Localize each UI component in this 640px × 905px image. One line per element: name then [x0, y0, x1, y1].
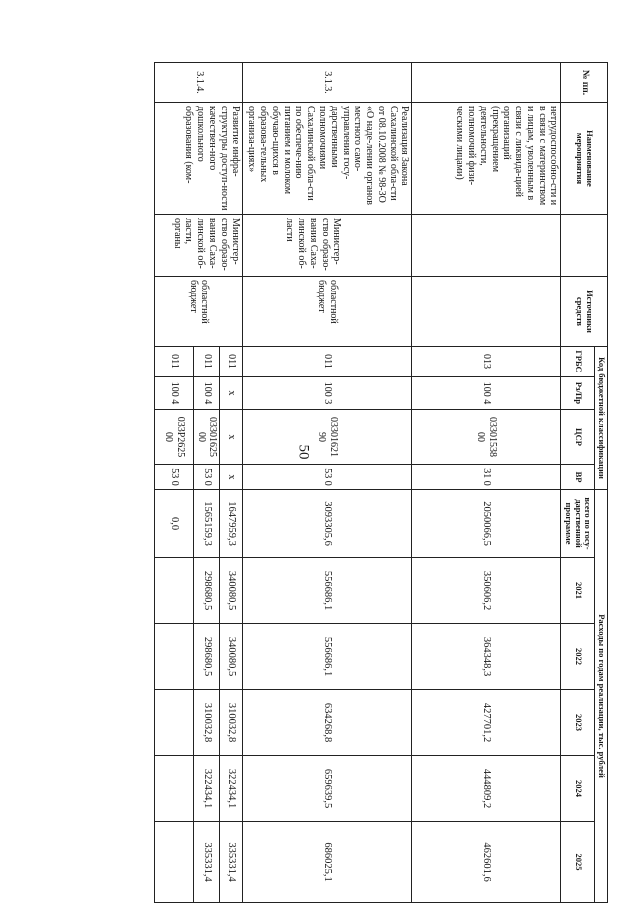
row-name: нетрудоспособно-сти и в связи с материнством и лицам, уволенным в связи с ликвида-цией организаций (прекращением деятельности, полномочий физи-ческими лицами) — [412, 103, 561, 215]
header-total: всего по госу-дарственной программе — [561, 490, 595, 558]
header-expenses: Расходы по годам реализации, тыс. рублей — [595, 490, 608, 903]
row-2025: 335331,4 — [220, 822, 243, 903]
row-vr: x — [220, 465, 243, 490]
row-executor: Министер-ство образо-вания Саха-линской об-ласти, органы — [154, 215, 243, 277]
row-executor — [243, 215, 412, 277]
header-executor — [561, 215, 608, 277]
row-total: 1647959,3 — [220, 490, 243, 558]
row-2023: 310032,8 — [193, 690, 220, 756]
row-2021: 556686,1 — [243, 558, 412, 624]
row-name: Развитие инфра-структуры доступ-ности качествен-ного дошкольного образования (ком- — [154, 103, 243, 215]
header-grbs: ГРБС — [561, 347, 595, 377]
row-source: областной бюджет — [243, 277, 412, 347]
row-rzpr: 100 3 — [243, 377, 412, 410]
row-2021 — [154, 558, 193, 624]
row-2021: 340080,5 — [220, 558, 243, 624]
header-rzpr: Рз/Пр — [561, 377, 595, 410]
row-2021: 298680,5 — [193, 558, 220, 624]
row-rzpr: x — [220, 377, 243, 410]
row-grbs: 011 — [220, 347, 243, 377]
row-2025: 335331,4 — [193, 822, 220, 903]
row-executor — [412, 215, 561, 277]
row-vr: 31 0 — [412, 465, 561, 490]
row-vr: 53 0 — [193, 465, 220, 490]
row-csr: 03301625 00 — [193, 410, 220, 465]
row-source — [412, 277, 561, 347]
row-vr: 53 0 — [154, 465, 193, 490]
row-2024: 322434,1 — [220, 756, 243, 822]
header-csr: ЦСР — [561, 410, 595, 465]
row-num: 3.1.3. — [243, 63, 412, 103]
row-csr: x — [220, 410, 243, 465]
table-row — [243, 63, 412, 903]
row-2025: 462601,6 — [412, 822, 561, 903]
row-name: Реализация Закона Сахалинской обла-сти от 08.10.2008 № 98-ЗО «О наде-лении органов местного само-управления госу-дарственными полномочиями Сахалинской обла-сти по обеспече-нию питанием и молоком обучаю-щихся в образова-тельных организа-циях» — [243, 103, 412, 215]
header-num: № пп. — [561, 63, 608, 103]
rotated-page — [48, 62, 608, 902]
row-2023 — [154, 690, 193, 756]
row-2025: 686025,1 — [243, 822, 412, 903]
row-2022: 556686,1 — [243, 624, 412, 690]
header-year-2021: 2021 — [561, 558, 595, 624]
row-2024: 444809,2 — [412, 756, 561, 822]
row-csr: 033P2625 00 — [154, 410, 193, 465]
row-2024 — [154, 756, 193, 822]
row-source: областной бюджет — [154, 277, 243, 347]
row-2023: 634268,8 — [243, 690, 412, 756]
executor-text: Министер-ство образо-вания Саха-линской об-ласти — [284, 218, 343, 271]
header-budget-code: Код бюджетной классификации — [595, 347, 608, 490]
row-total: 3093305,6 — [243, 490, 412, 558]
row-rzpr: 100 4 — [193, 377, 220, 410]
row-2022: 298680,5 — [193, 624, 220, 690]
row-grbs: 011 — [193, 347, 220, 377]
header-name: Наименование мероприятия — [561, 103, 608, 215]
header-year-2023: 2023 — [561, 690, 595, 756]
header-vr: ВР — [561, 465, 595, 490]
row-total: 2050066,5 — [412, 490, 561, 558]
budget-table — [154, 62, 608, 903]
row-2022: 340080,5 — [220, 624, 243, 690]
table-row — [412, 63, 561, 903]
row-2025 — [154, 822, 193, 903]
row-rzpr: 100 4 — [154, 377, 193, 410]
row-grbs: 011 — [243, 347, 412, 377]
table-row — [220, 63, 243, 903]
row-2023: 310032,8 — [220, 690, 243, 756]
row-2024: 322434,1 — [193, 756, 220, 822]
row-2021: 350606,2 — [412, 558, 561, 624]
row-2022 — [154, 624, 193, 690]
row-total: 1565159,3 — [193, 490, 220, 558]
row-csr: 03301538 00 — [412, 410, 561, 465]
row-num — [412, 63, 561, 103]
row-total: 0,0 — [154, 490, 193, 558]
row-2022: 364348,3 — [412, 624, 561, 690]
row-2024: 659639,5 — [243, 756, 412, 822]
page-number: 50 — [295, 444, 312, 460]
row-num: 3.1.4. — [154, 63, 243, 103]
row-grbs: 013 — [412, 347, 561, 377]
row-2023: 427701,2 — [412, 690, 561, 756]
header-source: Источники средств — [561, 277, 608, 347]
row-vr: 53 0 — [243, 465, 412, 490]
header-year-2024: 2024 — [561, 756, 595, 822]
row-csr: 03301621 90 — [243, 410, 412, 465]
header-year-2025: 2025 — [561, 822, 595, 903]
row-grbs: 011 — [154, 347, 193, 377]
row-rzpr: 100 4 — [412, 377, 561, 410]
header-year-2022: 2022 — [561, 624, 595, 690]
